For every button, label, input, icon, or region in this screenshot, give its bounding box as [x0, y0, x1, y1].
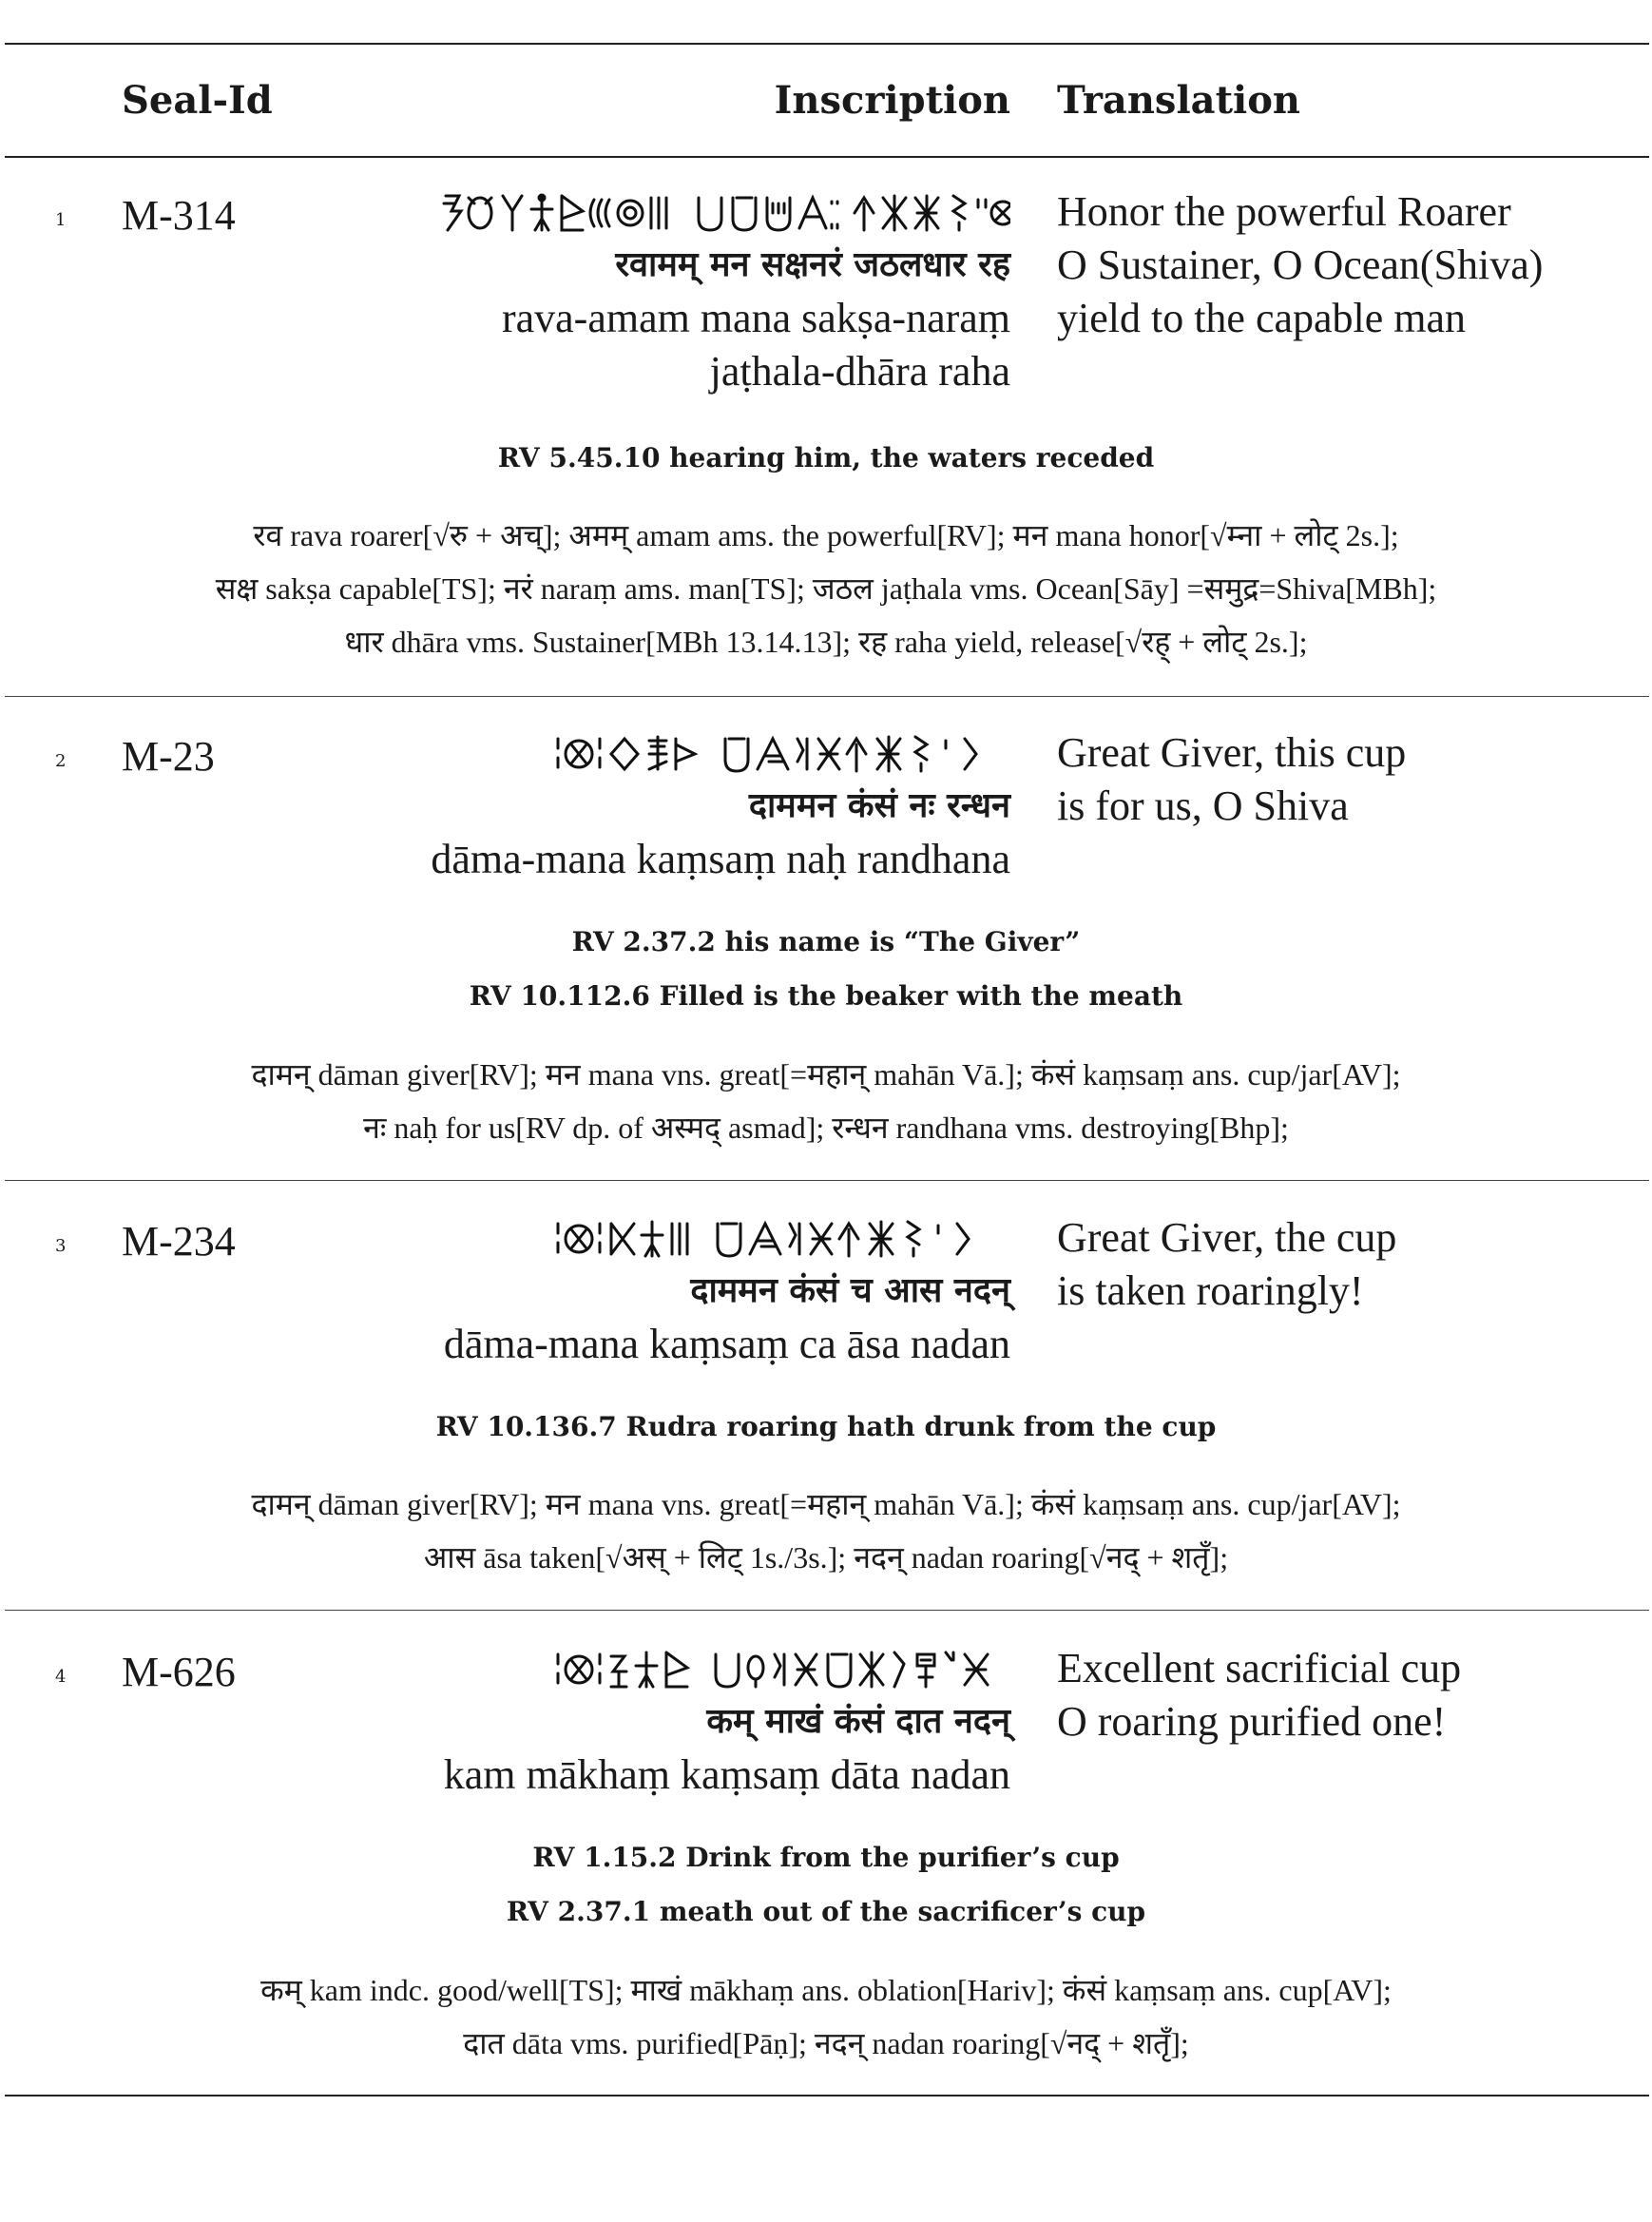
- inscription-block: [326, 185, 1010, 398]
- translation-block: [1057, 1211, 1646, 1318]
- gloss-line-2: आस āsa taken[√अस् + लिट् 1s./3s.]; नदन् nadan roaring[√नद् + शतृँ];: [423, 1540, 1229, 1575]
- bottom-rule: [5, 2095, 1649, 2096]
- word-glossary: [95, 509, 1557, 668]
- indus-glyphs-image: [554, 1647, 1010, 1691]
- reference-line-2: RV 10.112.6 Filled is the beaker with the meath: [469, 980, 1183, 1012]
- header-seal-id: Seal-Id: [122, 78, 273, 123]
- translation-block: [1057, 185, 1646, 345]
- devanagari-text: रवामम् मन सक्षनरं जठलधार रह: [615, 245, 1010, 284]
- transliteration-line-2: jaṭhala-dhāra raha: [709, 348, 1010, 395]
- indus-glyphs-image: [554, 731, 1010, 775]
- header-rule: [5, 156, 1649, 158]
- translation-line-1: Great Giver, the cup: [1057, 1214, 1397, 1261]
- word-glossary: [95, 1048, 1557, 1154]
- reference-line-1: RV 2.37.2 his name is “The Giver”: [571, 926, 1081, 957]
- devanagari-text: दाममन कंसं नः रन्धन: [748, 786, 1010, 825]
- gloss-line-1: दामन् dāman giver[RV]; मन mana vns. great[=महान् mahān Vā.]; कंसं kaṃsaṃ ans. cup/jar[AV];: [251, 1487, 1401, 1521]
- transliteration-line-1: kam mākhaṃ kaṃsaṃ dāta nadan: [443, 1751, 1010, 1798]
- reference-line-1: RV 1.15.2 Drink from the purifier’s cup: [532, 1842, 1120, 1873]
- indus-script-glyphs: [326, 726, 1010, 780]
- gloss-line-1: दामन् dāman giver[RV]; मन mana vns. great[=महान् mahān Vā.]; कंसं kaṃsaṃ ans. cup/jar[AV];: [251, 1057, 1401, 1092]
- gloss-line-2: सक्ष sakṣa capable[TS]; नरं naraṃ ams. man[TS]; जठल jaṭhala vms. Ocean[Sāy] =समुद्र=Shiva[MBh];: [215, 571, 1437, 606]
- gloss-line-3: धार dhāra vms. Sustainer[MBh 13.14.13]; रह raha yield, release[√रह् + लोट् 2s.];: [344, 625, 1308, 659]
- seal-id: M-23: [122, 733, 215, 780]
- indus-glyphs-image: [440, 190, 1010, 234]
- header-translation: Translation: [1057, 78, 1300, 123]
- indus-script-glyphs: [326, 1642, 1010, 1695]
- transliteration-line-1: dāma-mana kaṃsaṃ ca āsa nadan: [443, 1321, 1010, 1367]
- indus-script-glyphs: [326, 185, 1010, 239]
- translation-block: [1057, 1642, 1646, 1749]
- row-separator: [5, 696, 1649, 697]
- translation-line-1: Excellent sacrificial cup: [1057, 1645, 1462, 1691]
- reference-line-1: RV 5.45.10 hearing him, the waters receded: [497, 442, 1155, 473]
- transliteration-line-1: rava-amam mana sakṣa-naraṃ: [501, 295, 1010, 341]
- inscription-block: [326, 726, 1010, 886]
- translation-line-1: Honor the powerful Roarer: [1057, 188, 1511, 235]
- indus-script-glyphs: [326, 1211, 1010, 1265]
- reference-line-1: RV 10.136.7 Rudra roaring hath drunk from the cup: [435, 1411, 1217, 1442]
- seal-id: M-626: [122, 1649, 236, 1695]
- header-inscription: Inscription: [774, 78, 1010, 123]
- rigveda-references: [0, 1400, 1652, 1454]
- transliteration-line-1: dāma-mana kaṃsaṃ naḥ randhana: [431, 836, 1010, 882]
- row-separator: [5, 1610, 1649, 1611]
- rigveda-references: [0, 915, 1652, 1023]
- row-number: 1: [55, 210, 67, 230]
- seal-id: M-314: [122, 192, 236, 239]
- top-rule: [5, 43, 1649, 45]
- row-number: 3: [55, 1236, 67, 1256]
- gloss-line-1: कम् kam indc. good/well[TS]; माखं mākhaṃ ans. oblation[Hariv]; कंसं kaṃsaṃ ans. cup[AV];: [260, 1973, 1392, 2007]
- translation-line-2: is taken roaringly!: [1057, 1267, 1364, 1314]
- translation-block: [1057, 726, 1646, 833]
- inscription-block: [326, 1211, 1010, 1371]
- translation-line-1: Great Giver, this cup: [1057, 729, 1407, 776]
- gloss-line-1: रव rava roarer[√रु + अच्]; अमम् amam ams. the powerful[RV]; मन mana honor[√म्ना + लोट् 2s.];: [253, 518, 1399, 552]
- translation-line-2: O roaring purified one!: [1057, 1698, 1447, 1745]
- translation-line-2: is for us, O Shiva: [1057, 783, 1349, 829]
- row-number: 4: [55, 1667, 67, 1687]
- translation-line-2: O Sustainer, O Ocean(Shiva): [1057, 242, 1544, 288]
- word-glossary: [95, 1478, 1557, 1584]
- inscription-block: [326, 1642, 1010, 1802]
- indus-glyphs-image: [554, 1216, 1010, 1260]
- rigveda-references: [0, 431, 1652, 485]
- rigveda-references: [0, 1830, 1652, 1939]
- reference-line-2: RV 2.37.1 meath out of the sacrificer’s cup: [506, 1896, 1146, 1927]
- devanagari-text: दाममन कंसं च आस नदन्: [690, 1271, 1010, 1310]
- word-glossary: [95, 1963, 1557, 2070]
- translation-line-3: yield to the capable man: [1057, 295, 1467, 341]
- row-separator: [5, 1180, 1649, 1181]
- seal-id: M-234: [122, 1218, 236, 1265]
- gloss-line-2: नः naḥ for us[RV dp. of अस्मद् asmad]; रन्धन randhana vms. destroying[Bhp];: [363, 1111, 1289, 1145]
- devanagari-text: कम् माखं कंसं दात नदन्: [706, 1702, 1010, 1741]
- gloss-line-2: दात dāta vms. purified[Pāṇ]; नदन् nadan roaring[√नद् + शतृँ];: [463, 2026, 1189, 2060]
- row-number: 2: [55, 751, 67, 771]
